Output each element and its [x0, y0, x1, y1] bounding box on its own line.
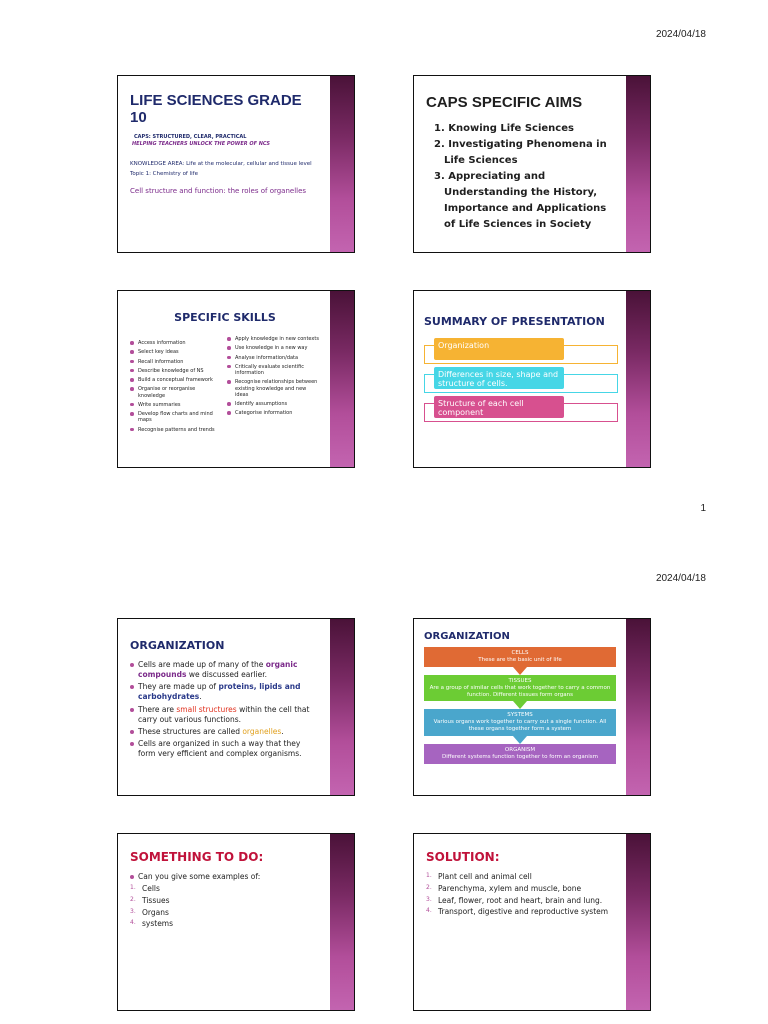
- knowledge-area: KNOWLEDGE AREA: Life at the molecular, cellular and tissue level: [130, 161, 312, 167]
- aims-title: CAPS SPECIFIC AIMS: [426, 94, 583, 111]
- summary-item-structure: [424, 396, 618, 418]
- caps-line: CAPS: STRUCTURED, CLEAR, PRACTICAL: [134, 134, 247, 140]
- todo-item: 4. systems: [130, 919, 174, 929]
- flow-arrow: [513, 667, 527, 675]
- slide-summary: [413, 290, 651, 468]
- skill-item: Access information: [130, 340, 223, 346]
- slide-accent-bar: [330, 76, 354, 252]
- bullet-item: Cells are made up of many of the organic compounds we discussed earlier.: [130, 660, 320, 680]
- summary-title: SUMMARY OF PRESENTATION: [424, 315, 605, 328]
- solution-item: 2. Parenchyma, xylem and muscle, bone: [426, 883, 582, 893]
- slide-accent-bar: [626, 76, 650, 252]
- skill-item: Organise or reorganise knowledge: [130, 386, 223, 399]
- todo-prompt: Can you give some examples of:: [130, 872, 320, 882]
- slide-organization-flow: [413, 618, 651, 796]
- skill-item: Critically evaluate scientific information: [227, 364, 320, 377]
- skill-item: Build a conceptual framework: [130, 377, 223, 383]
- organization-title: ORGANIZATION: [130, 639, 225, 652]
- skill-item: Recognise patterns and trends: [130, 427, 223, 433]
- aim-item: 2. Investigating Phenomena in Life Sciences: [434, 139, 607, 166]
- page2-date: 2024/04/18: [655, 573, 706, 584]
- organization-bullets: [130, 660, 320, 759]
- todo-item: 1. Cells: [130, 884, 160, 894]
- solution-item: 1. Plant cell and animal cell: [426, 872, 532, 881]
- topic: Topic 1: Chemistry of life: [130, 171, 198, 178]
- summary-chip: Organization: [434, 338, 564, 360]
- skill-item: Use knowledge in a new way: [227, 345, 320, 351]
- tagline: HELPING TEACHERS UNLOCK THE POWER OF NCS: [132, 141, 271, 147]
- slide-accent-bar: [330, 834, 354, 1010]
- solution-item: 3. Leaf, flower, root and heart, brain and lung.: [426, 895, 603, 905]
- skill-item: Describe knowledge of NS: [130, 368, 223, 374]
- slide-title-heading: LIFE SCIENCES GRADE 10: [130, 92, 302, 126]
- slide-caps-aims: [413, 75, 651, 253]
- bullet-item: These structures are called organelles.: [130, 727, 320, 737]
- flow-box-organism: ORGANISM Different systems function together to form an organism: [424, 744, 616, 764]
- summary-item-organization: [424, 338, 618, 360]
- summary-item-differences: [424, 367, 618, 389]
- flow-box-systems: SYSTEMS Various organs work together to carry out a single function. All these organs together form a system: [424, 709, 616, 736]
- todo-item: 3. Organs: [130, 907, 169, 917]
- solution-title: SOLUTION:: [426, 850, 500, 864]
- flow-box-tissues: TISSUES Are a group of similar cells that work together to carry a common function. Different tissues form organs: [424, 675, 616, 702]
- slide-accent-bar: [330, 619, 354, 795]
- skill-item: Recognise relationships between existing knowledge and new ideas: [227, 379, 320, 398]
- slide-something-to-do: [117, 833, 355, 1011]
- todo-prompt-list: [130, 872, 320, 882]
- skill-item: Develop flow charts and mind maps: [130, 411, 223, 424]
- slide-subtitle: Cell structure and function: the roles of organelles: [130, 187, 307, 196]
- skill-item: Write summaries: [130, 402, 223, 408]
- solution-item: 4. Transport, digestive and reproductive system: [426, 907, 609, 917]
- bullet-item: They are made up of proteins, lipids and carbohydrates.: [130, 682, 320, 702]
- page1-date: 2024/04/18: [655, 29, 706, 40]
- solution-list: [426, 872, 616, 917]
- skills-title: SPECIFIC SKILLS: [174, 311, 276, 324]
- slide-accent-bar: [330, 291, 354, 467]
- skill-item: Identify assumptions: [227, 401, 320, 407]
- summary-chip: Differences in size, shape and structure of cells.: [434, 367, 564, 389]
- skills-column-2: [227, 336, 320, 436]
- page-number: 1: [700, 503, 706, 514]
- bullet-item: Cells are organized in such a way that they form very efficient and complex organisms.: [130, 739, 320, 759]
- todo-title: SOMETHING TO DO:: [130, 850, 264, 864]
- aim-item: 3. Appreciating and Understanding the History, Importance and Applications of Life Sciences in Society: [434, 171, 607, 230]
- bullet-item: There are small structures within the cell that carry out various functions.: [130, 705, 320, 725]
- skill-item: Analyse information/data: [227, 355, 320, 361]
- skill-item: Select key ideas: [130, 349, 223, 355]
- slide-solution: [413, 833, 651, 1011]
- slide-title: [117, 75, 355, 253]
- skills-column-1: [130, 340, 223, 436]
- skill-item: Apply knowledge in new contexts: [227, 336, 320, 342]
- aims-list: [426, 121, 616, 233]
- flow-title: ORGANIZATION: [424, 631, 510, 642]
- slide-organization-text: [117, 618, 355, 796]
- skill-item: Recall information: [130, 359, 223, 365]
- slide-specific-skills: [117, 290, 355, 468]
- flow-arrow: [513, 701, 527, 709]
- aim-item: 1. Knowing Life Sciences: [434, 123, 574, 134]
- slide-accent-bar: [626, 619, 650, 795]
- todo-list: [130, 884, 320, 929]
- flow-box-cells: CELLS These are the basic unit of life: [424, 647, 616, 667]
- todo-item: 2. Tissues: [130, 895, 170, 905]
- summary-chip: Structure of each cell component: [434, 396, 564, 418]
- slide-accent-bar: [626, 291, 650, 467]
- flow-arrow: [513, 736, 527, 744]
- slide-accent-bar: [626, 834, 650, 1010]
- skill-item: Categorise information: [227, 410, 320, 416]
